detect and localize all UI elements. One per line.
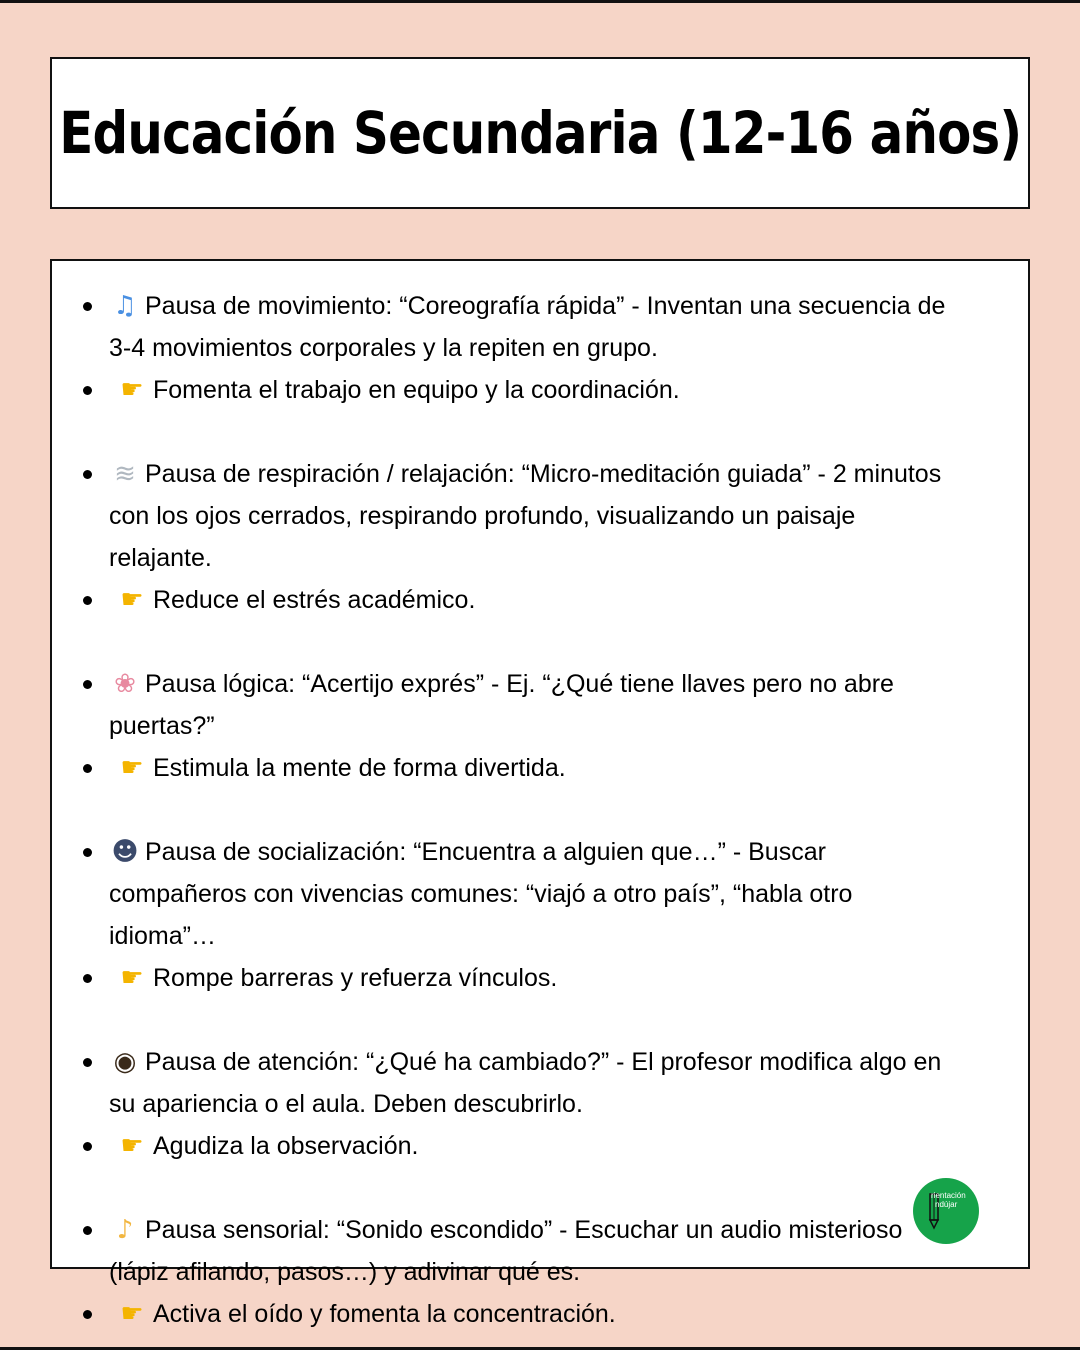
activity-text: Pausa de respiración / relajación: “Micro-meditación guiada” - 2 minutos con los ojos cerrados, respirando profundo, visualizando un paisaje relajante. (109, 460, 942, 572)
brain-icon: ❀ (114, 669, 136, 699)
list-item (52, 1041, 949, 1125)
benefit-text: Agudiza la observación. (153, 1132, 419, 1160)
musical-note-icon: ♫ (113, 291, 137, 321)
logo-text: ndújar (935, 1200, 958, 1209)
wind-icon: ≋ (114, 459, 136, 489)
list-item (52, 369, 949, 411)
bullet-icon (83, 1310, 92, 1319)
bullet-icon (83, 1226, 92, 1235)
top-border (0, 0, 1080, 3)
list-item (52, 663, 949, 747)
benefit-text: Reduce el estrés académico. (153, 586, 476, 614)
bullet-icon (83, 1058, 92, 1067)
page-title: Educación Secundaria (12-16 años) (59, 99, 1021, 167)
activity-text: Pausa de movimiento: “Coreografía rápida” - Inventan una secuencia de 3-4 movimientos corporales y la repiten en grupo. (109, 292, 946, 362)
pointing-hand-icon: ☛ (120, 375, 144, 405)
eye-icon: ◉ (113, 1047, 137, 1077)
bullet-icon (83, 1142, 92, 1151)
content-box (50, 259, 1030, 1329)
list-item (52, 747, 949, 789)
ear-icon: ♪ (116, 1215, 134, 1245)
list-item (52, 1125, 949, 1167)
bullet-icon (83, 386, 92, 395)
list-item (52, 1293, 949, 1335)
list-item (52, 579, 949, 621)
list-item (52, 831, 949, 957)
bullet-icon (83, 848, 92, 857)
activity-text: Pausa de atención: “¿Qué ha cambiado?” - El profesor modifica algo en su apariencia o el aula. Deben descubrirlo. (109, 1048, 942, 1118)
title-box (50, 57, 1030, 209)
activity-text: Pausa de socialización: “Encuentra a alguien que…” - Buscar compañeros con vivencias comunes: “viajó a otro país”, “habla otro idioma”… (109, 838, 853, 950)
list-item (52, 285, 949, 369)
speaking-head-icon: ☻ (111, 837, 139, 867)
activity-text: Pausa lógica: “Acertijo exprés” - Ej. “¿Qué tiene llaves pero no abre puertas?” (109, 670, 894, 740)
pointing-hand-icon: ☛ (120, 963, 144, 993)
list-item (52, 453, 949, 579)
pointing-hand-icon: ☛ (120, 1131, 144, 1161)
bullet-icon (83, 680, 92, 689)
bullet-icon (83, 596, 92, 605)
logo-text: rientación (931, 1191, 966, 1200)
pointing-hand-icon: ☛ (120, 1299, 144, 1329)
pointing-hand-icon: ☛ (120, 585, 144, 615)
list-item (52, 1209, 949, 1293)
pointing-hand-icon: ☛ (120, 753, 144, 783)
benefit-text: Activa el oído y fomenta la concentración. (153, 1300, 616, 1328)
activity-list (52, 285, 1028, 1335)
bullet-icon (83, 470, 92, 479)
benefit-text: Rompe barreras y refuerza vínculos. (153, 964, 558, 992)
list-item (52, 957, 949, 999)
benefit-text: Estimula la mente de forma divertida. (153, 754, 566, 782)
benefit-text: Fomenta el trabajo en equipo y la coordinación. (153, 376, 680, 404)
bullet-icon (83, 764, 92, 773)
orientacion-andujar-logo (913, 1178, 979, 1244)
bullet-icon (83, 302, 92, 311)
activity-text: Pausa sensorial: “Sonido escondido” - Escuchar un audio misterioso (lápiz afilando, pasos…) y adivinar qué es. (109, 1216, 903, 1286)
bullet-icon (83, 974, 92, 983)
